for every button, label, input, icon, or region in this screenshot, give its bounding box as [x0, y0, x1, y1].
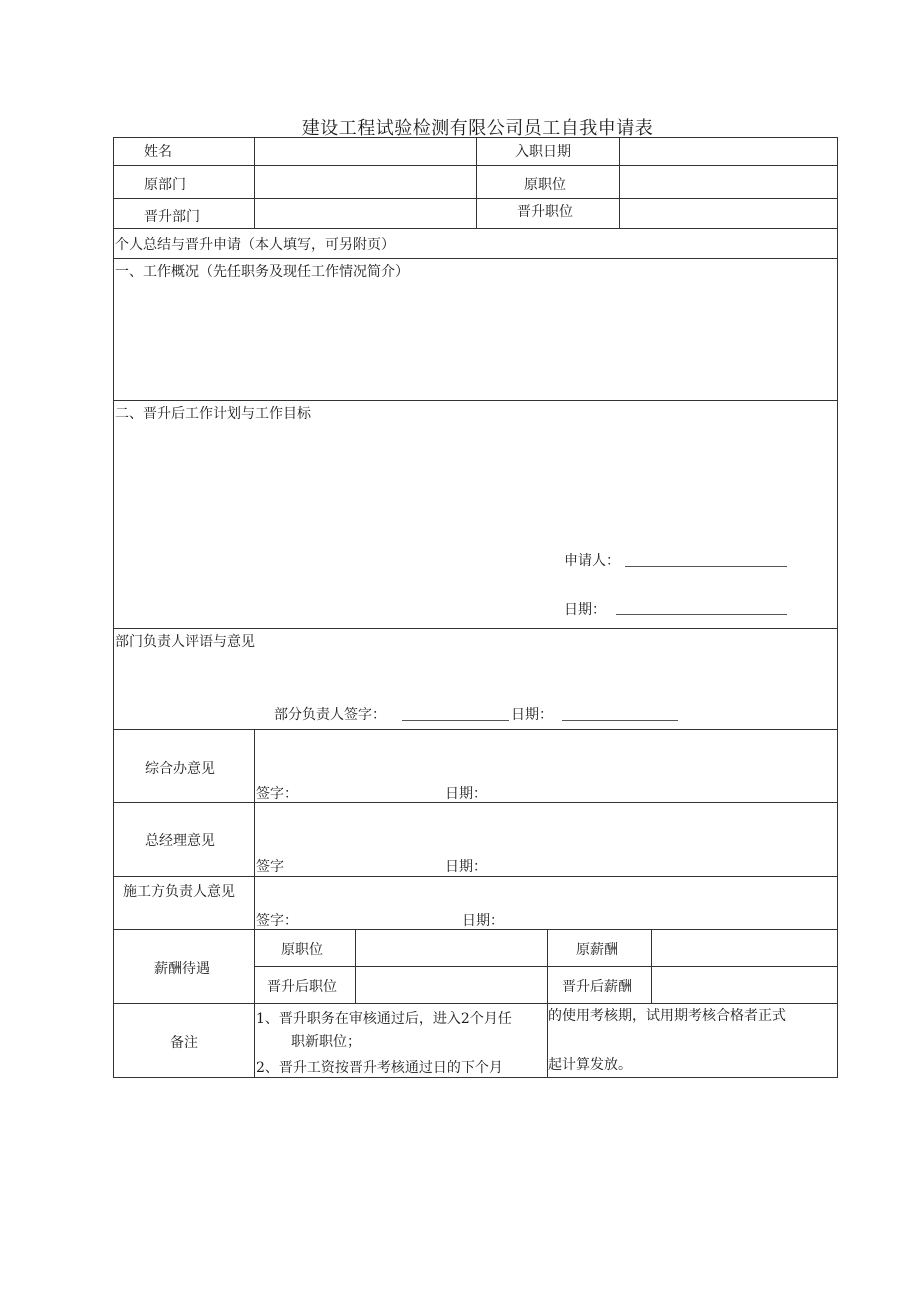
office-date-label: 日期：	[445, 786, 487, 802]
col-divider	[476, 137, 477, 228]
promo-post-label: 晋升职位	[517, 204, 573, 220]
orig-post-field[interactable]	[620, 166, 837, 198]
office-label: 综合办意见	[145, 761, 215, 777]
dept-head-title: 部门负责人评语与意见	[115, 634, 255, 650]
applicant-sign-line[interactable]	[625, 566, 787, 567]
promo-dept-label: 晋升部门	[144, 209, 200, 225]
row-divider	[113, 228, 838, 229]
orig-post-label: 原职位	[524, 177, 566, 193]
salary-promo-salary-field[interactable]	[652, 967, 837, 1003]
row-divider	[113, 1003, 838, 1004]
salary-promo-post-field[interactable]	[356, 967, 547, 1003]
dept-head-sign-label: 部分负责人签字：	[274, 707, 386, 723]
applicant-label: 申请人：	[564, 553, 620, 569]
remarks-right-line2: 起计算发放。	[548, 1057, 632, 1073]
row-divider	[113, 628, 838, 629]
row-divider	[113, 258, 838, 259]
construction-sign-label: 签字：	[256, 913, 298, 929]
name-field[interactable]	[255, 138, 476, 165]
salary-orig-post-label: 原职位	[281, 942, 323, 958]
gm-label: 总经理意见	[145, 833, 215, 849]
remarks-line2: 2、晋升工资按晋升考核通过日的下个月	[256, 1060, 503, 1076]
salary-promo-post-label: 晋升后职位	[267, 979, 337, 995]
remarks-line1: 1、晋升职务在审核通过后，进入2个月任	[256, 1011, 512, 1027]
salary-orig-salary-label: 原薪酬	[576, 942, 618, 958]
name-label: 姓名	[144, 144, 172, 160]
gm-date-label: 日期：	[445, 859, 487, 875]
construction-date-label: 日期：	[462, 913, 504, 929]
promo-post-field[interactable]	[620, 199, 837, 228]
dept-head-date-label: 日期：	[511, 707, 553, 723]
entry-date-label: 入职日期	[515, 144, 571, 160]
row-divider	[113, 400, 838, 401]
entry-date-field[interactable]	[620, 138, 837, 165]
form-title: 建设工程试验检测有限公司员工自我申请表	[301, 118, 654, 139]
application-form	[113, 137, 838, 1078]
office-opinion-field[interactable]	[255, 730, 837, 780]
salary-label: 薪酬待遇	[154, 961, 210, 977]
salary-orig-salary-field[interactable]	[652, 930, 837, 966]
salary-orig-post-field[interactable]	[356, 930, 547, 966]
gm-sign-label: 签字	[256, 859, 284, 875]
section1-textarea[interactable]	[114, 279, 837, 399]
section2-date-label: 日期：	[564, 602, 606, 618]
section2-date-line[interactable]	[616, 614, 787, 615]
salary-promo-salary-label: 晋升后薪酬	[562, 979, 632, 995]
section1-title: 一、工作概况（先任职务及现任工作情况简介）	[115, 264, 409, 280]
remarks-line1-cont: 职新职位；	[291, 1034, 361, 1050]
dept-head-sign-line[interactable]	[402, 720, 509, 721]
construction-label: 施工方负责人意见	[123, 884, 235, 900]
orig-dept-label: 原部门	[144, 177, 186, 193]
dept-head-date-line[interactable]	[562, 720, 678, 721]
office-sign-label: 签字：	[256, 786, 298, 802]
summary-header: 个人总结与晋升申请（本人填写，可另附页）	[115, 237, 395, 253]
gm-opinion-field[interactable]	[255, 803, 837, 853]
remarks-right-line1: 的使用考核期，试用期考核合格者正式	[548, 1008, 786, 1024]
promo-dept-field[interactable]	[255, 199, 476, 228]
section2-title: 二、晋升后工作计划与工作目标	[115, 406, 311, 422]
construction-opinion-field[interactable]	[255, 877, 837, 907]
remarks-label: 备注	[170, 1035, 198, 1051]
section2-textarea[interactable]	[114, 421, 837, 541]
orig-dept-field[interactable]	[255, 166, 476, 198]
